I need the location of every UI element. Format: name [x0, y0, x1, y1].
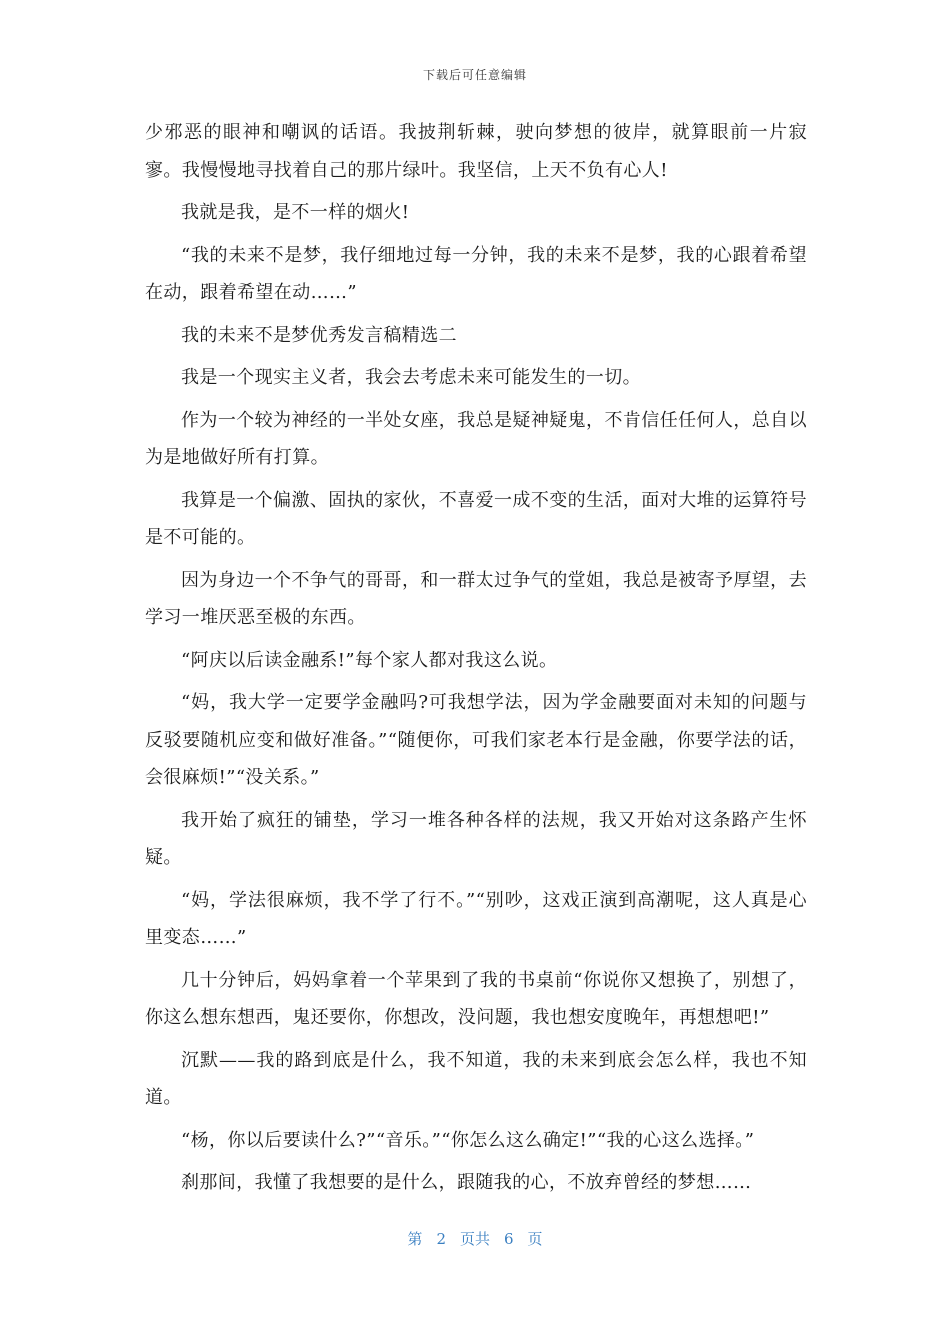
paragraph: 作为一个较为神经的一半处女座，我总是疑神疑鬼，不肯信任任何人，总自以为是地做好所有打算。 — [145, 409, 807, 468]
paragraph: 少邪恶的眼神和嘲讽的话语。我披荆斩棘，驶向梦想的彼岸，就算眼前一片寂寥。我慢慢地寻找着自己的那片绿叶。我坚信，上天不负有心人! — [145, 122, 807, 181]
paragraph: “妈，我大学一定要学金融吗?可我想学法，因为学金融要面对未知的问题与反驳要随机应变和做好准备。”“随便你，可我们家老本行是金融，你要学法的话，会很麻烦!”“没关系。” — [145, 692, 807, 788]
paragraph: 因为身边一个不争气的哥哥，和一群太过争气的堂姐，我总是被寄予厚望，去学习一堆厌恶至极的东西。 — [145, 569, 807, 628]
paragraph: 沉默——我的路到底是什么，我不知道，我的未来到底会怎么样，我也不知道。 — [145, 1049, 807, 1108]
page-footer — [0, 1228, 950, 1249]
paragraph: “阿庆以后读金融系!”每个家人都对我这么说。 — [181, 649, 558, 671]
total-page-count: 6 — [504, 1230, 514, 1248]
current-page-number: 2 — [436, 1230, 446, 1248]
paragraph: “妈，学法很麻烦，我不学了行不。”“别吵，这戏正演到高潮呢，这人真是心里变态……” — [145, 889, 807, 948]
page-header: 下载后可任意编辑 — [422, 68, 527, 82]
section-title: 我的未来不是梦优秀发言稿精选二 — [181, 324, 457, 346]
footer-prefix: 第 — [407, 1230, 423, 1248]
document-body — [145, 114, 807, 1207]
paragraph: 我开始了疯狂的铺垫，学习一堆各种各样的法规，我又开始对这条路产生怀疑。 — [145, 809, 807, 868]
paragraph: 几十分钟后，妈妈拿着一个苹果到了我的书桌前“你说你又想换了，别想了，你这么想东想西，鬼还要你，你想改，没问题，我也想安度晚年，再想想吧!” — [145, 969, 807, 1028]
paragraph: 我算是一个偏激、固执的家伙，不喜爱一成不变的生活，面对大堆的运算符号是不可能的。 — [145, 489, 807, 548]
footer-suffix: 页 — [527, 1230, 543, 1248]
paragraph: “我的未来不是梦，我仔细地过每一分钟，我的未来不是梦，我的心跟着希望在动，跟着希望在动……” — [145, 244, 807, 303]
paragraph: “杨，你以后要读什么?”“音乐。”“你怎么这么确定!”“我的心这么选择。” — [181, 1129, 755, 1151]
paragraph: 我是一个现实主义者，我会去考虑未来可能发生的一切。 — [181, 367, 641, 388]
paragraph: 我就是我，是不一样的烟火! — [181, 202, 410, 223]
footer-middle: 页共 — [459, 1230, 490, 1248]
paragraph: 刹那间，我懂了我想要的是什么，跟随我的心，不放弃曾经的梦想…… — [181, 1172, 752, 1193]
